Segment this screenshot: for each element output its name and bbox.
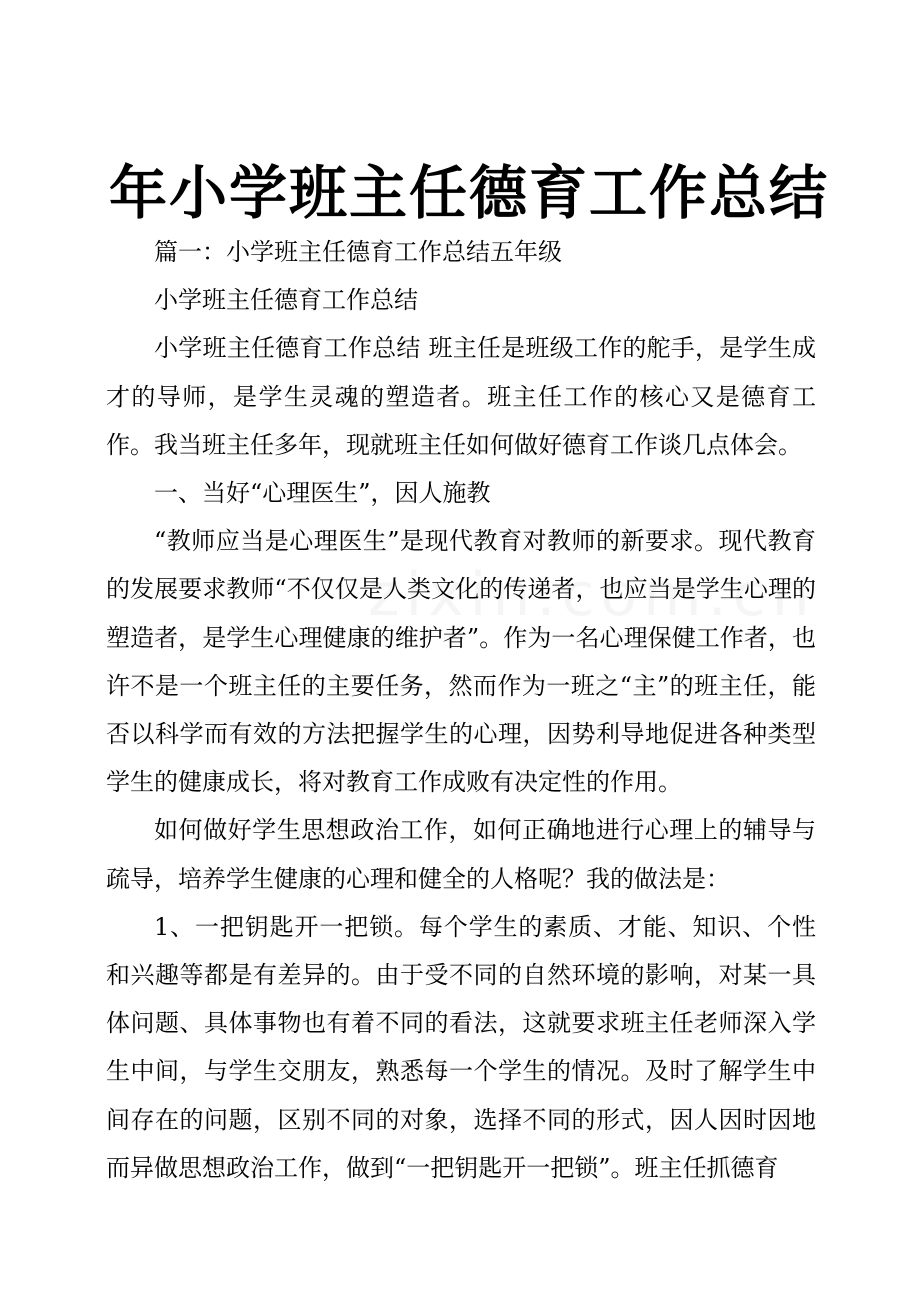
body-paragraph: 小学班主任德育工作总结 班主任是班级工作的舵手，是学生成才的导师，是学生灵魂的塑造者。班主任工作的核心又是德育工作。我当班主任多年，现就班主任如何做好德育工作谈几点体会。 (106, 334, 816, 459)
subsection-heading: 一、当好“心理医生”，因人施教 (154, 479, 491, 508)
document-title: 年小学班主任德育工作总结 (108, 158, 829, 227)
body-paragraph: 如何做好学生思想政治工作，如何正确地进行心理上的辅导与疏导，培养学生健康的心理和健全的人格呢？我的做法是： (106, 816, 816, 893)
body-paragraph: “教师应当是心理医生”是现代教育对教师的新要求。现代教育的发展要求教师“不仅仅是人类文化的传递者，也应当是学生心理的塑造者，是学生心理健康的维护者”。作为一名心理保健工作者，也许不是一个班主任的主要任务，然而作为一班之“主”的班主任，能否以科学而有效的方法把握学生的心理，因势利导地促进各种类型学生的健康成长，将对教育工作成败有决定性的作用。 (106, 527, 816, 797)
section-heading: 篇一：小学班主任德育工作总结五年级 (154, 238, 562, 266)
subtitle-paragraph: 小学班主任德育工作总结 (154, 286, 418, 315)
body-paragraph: 1、一把钥匙开一把锁。每个学生的素质、才能、知识、个性和兴趣等都是有差异的。由于受不同的自然环境的影响，对某一具体问题、具体事物也有着不同的看法，这就要求班主任老师深入学生中间，与学生交朋友，熟悉每一个学生的情况。及时了解学生中间存在的问题，区别不同的对象，选择不同的形式，因人因时因地而异做思想政治工作，做到“一把钥匙开一把锁”。班主任抓德育 (106, 912, 816, 1182)
document-body (106, 228, 816, 1192)
